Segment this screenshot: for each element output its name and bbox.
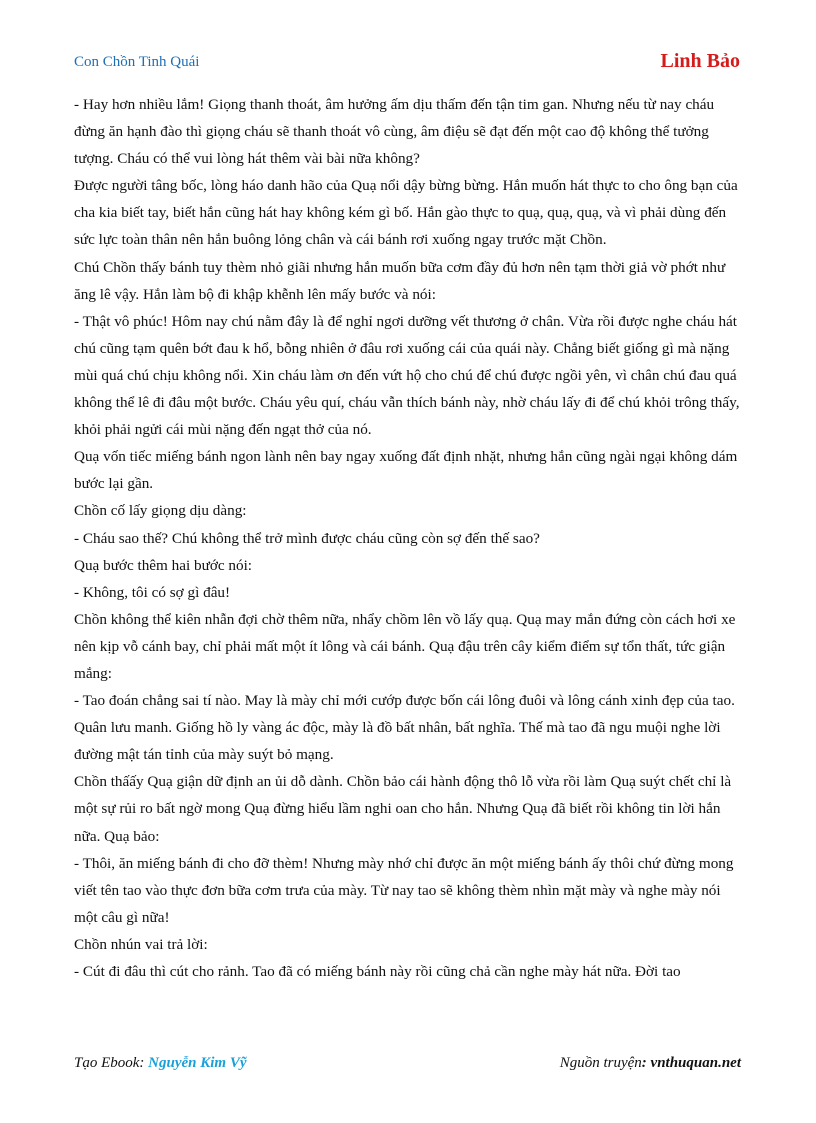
paragraph: - Không, tôi có sợ gì đâu! <box>74 583 231 601</box>
book-title: Con Chồn Tinh Quái <box>74 54 200 70</box>
paragraph: Chồn thấấy Quạ giận dữ định an ủi dỗ dành. Chồn bảo cái hành động thô lỗ vừa rồi làm Quạ suýt chết chỉ là một sự rủi ro bất ngờ mong Quạ đừng hiểu lầm nghi oan cho hắn. Nhưng Quạ đã biết rồi không tin lời hắn nữa. Quạ bảo: <box>74 773 732 845</box>
ebook-label: Tạo Ebook <box>74 1055 140 1071</box>
story-body <box>74 91 741 985</box>
paragraph: Chồn không thể kiên nhẫn đợi chờ thêm nữa, nhẩy chồm lên vồ lấy quạ. Quạ may mắn đứng còn cách hơi xe nên kịp vỗ cánh bay, chỉ phải mất một ít lông và cái bánh. Quạ đậu trên cây kiểm điểm sự tổn thất, tức giận mắng: <box>74 610 736 682</box>
paragraph: Được người tâng bốc, lòng háo danh hão của Quạ nổi dậy bừng bừng. Hắn muốn hát thực to cho ông bạn của cha kia biết tay, biết hắn cũng hát hay không kém gì bố. Hắn gào thực to quạ, quạ, quạ, và vì phải dùng đến sức lực toàn thân nên hắn buông lỏng chân và cái bánh rơi xuống ngay trước mặt Chồn. <box>74 177 738 249</box>
ebook-creator: Nguyễn Kim Vỹ <box>148 1055 247 1071</box>
author-name: Linh Bảo <box>660 50 740 72</box>
source-credit <box>560 1055 741 1072</box>
ebook-colon: : <box>139 1055 145 1071</box>
paragraph: Chú Chồn thấy bánh tuy thèm nhỏ giãi nhưng hắn muốn bữa cơm đầy đủ hơn nên tạm thời giả vờ phớt như ăng lê vậy. Hắn làm bộ đi khập khễnh lên mấy bước và nói: <box>74 258 726 303</box>
source-site: vnthuquan.net <box>650 1055 741 1071</box>
ebook-credit <box>74 1055 247 1072</box>
paragraph: - Thôi, ăn miếng bánh đi cho đỡ thèm! Nhưng mày nhớ chỉ được ăn một miếng bánh ấy thôi chứ đừng mong viết tên tao vào thực đơn bữa cơm trưa của mày. Từ nay tao sẽ không thèm nhìn mặt mày và nghe mày nói một câu gì nữa! <box>74 854 734 926</box>
source-label: Nguồn truyện <box>559 1055 642 1071</box>
paragraph: - Hay hơn nhiều lắm! Giọng thanh thoát, âm hưởng ấm dịu thấm đến tận tim gan. Nhưng nếu từ nay cháu đừng ăn hạnh đào thì giọng cháu sẽ thanh thoát vô cùng, âm điệu sẽ đạt đến một cao độ không thể tưởng tượng. Cháu có thể vui lòng hát thêm vài bài nữa không? <box>74 96 715 168</box>
paragraph: - Tao đoán chẳng sai tí nào. May là mày chỉ mới cướp được bốn cái lông đuôi và lông cánh xinh đẹp của tao. Quân lưu manh. Giống hồ ly vàng ác độc, mày là đồ bất nhân, bất nghĩa. Thế mà tao đã ngu muội nghe lời đường mật tán tỉnh của mày suýt bỏ mạng. <box>74 692 735 764</box>
paragraph: Quạ bước thêm hai bước nói: <box>74 556 253 574</box>
page-header <box>74 50 740 76</box>
paragraph: Chồn nhún vai trả lời: <box>74 935 208 953</box>
paragraph: - Cháu sao thế? Chú không thể trở mình được cháu cũng còn sợ đến thế sao? <box>74 529 540 547</box>
paragraph: Chồn cố lấy giọng dịu dàng: <box>74 502 247 520</box>
source-colon: : <box>641 1055 647 1071</box>
paragraph: - Cút đi đâu thì cút cho rảnh. Tao đã có miếng bánh này rồi cũng chả cần nghe mày hát nữa. Đời tao <box>74 963 681 980</box>
paragraph: - Thật vô phúc! Hôm nay chú nằm đây là để nghỉ ngơi dưỡng vết thương ở chân. Vừa rồi được nghe cháu hát chú cũng tạm quên bớt đau k hổ, bỗng nhiên ở đâu rơi xuống cái của quái này. Chẳng biết giống gì mà nặng mùi quá chú chịu không nổi. Xin cháu làm ơn đến vứt hộ cho chú để chú được ngồi yên, vì chân chú đau quá không thể lê đi đâu một bước. Cháu yêu quí, cháu vẫn thích bánh này, nhờ cháu lấy đi để chú khỏi trông thấy, khỏi phải ngửi cái mùi nặng đến ngạt thở của nó. <box>74 312 740 439</box>
paragraph: Quạ vốn tiếc miếng bánh ngon lành nên bay ngay xuống đất định nhặt, nhưng hắn cũng ngài ngại không dám bước lại gần. <box>74 448 738 493</box>
